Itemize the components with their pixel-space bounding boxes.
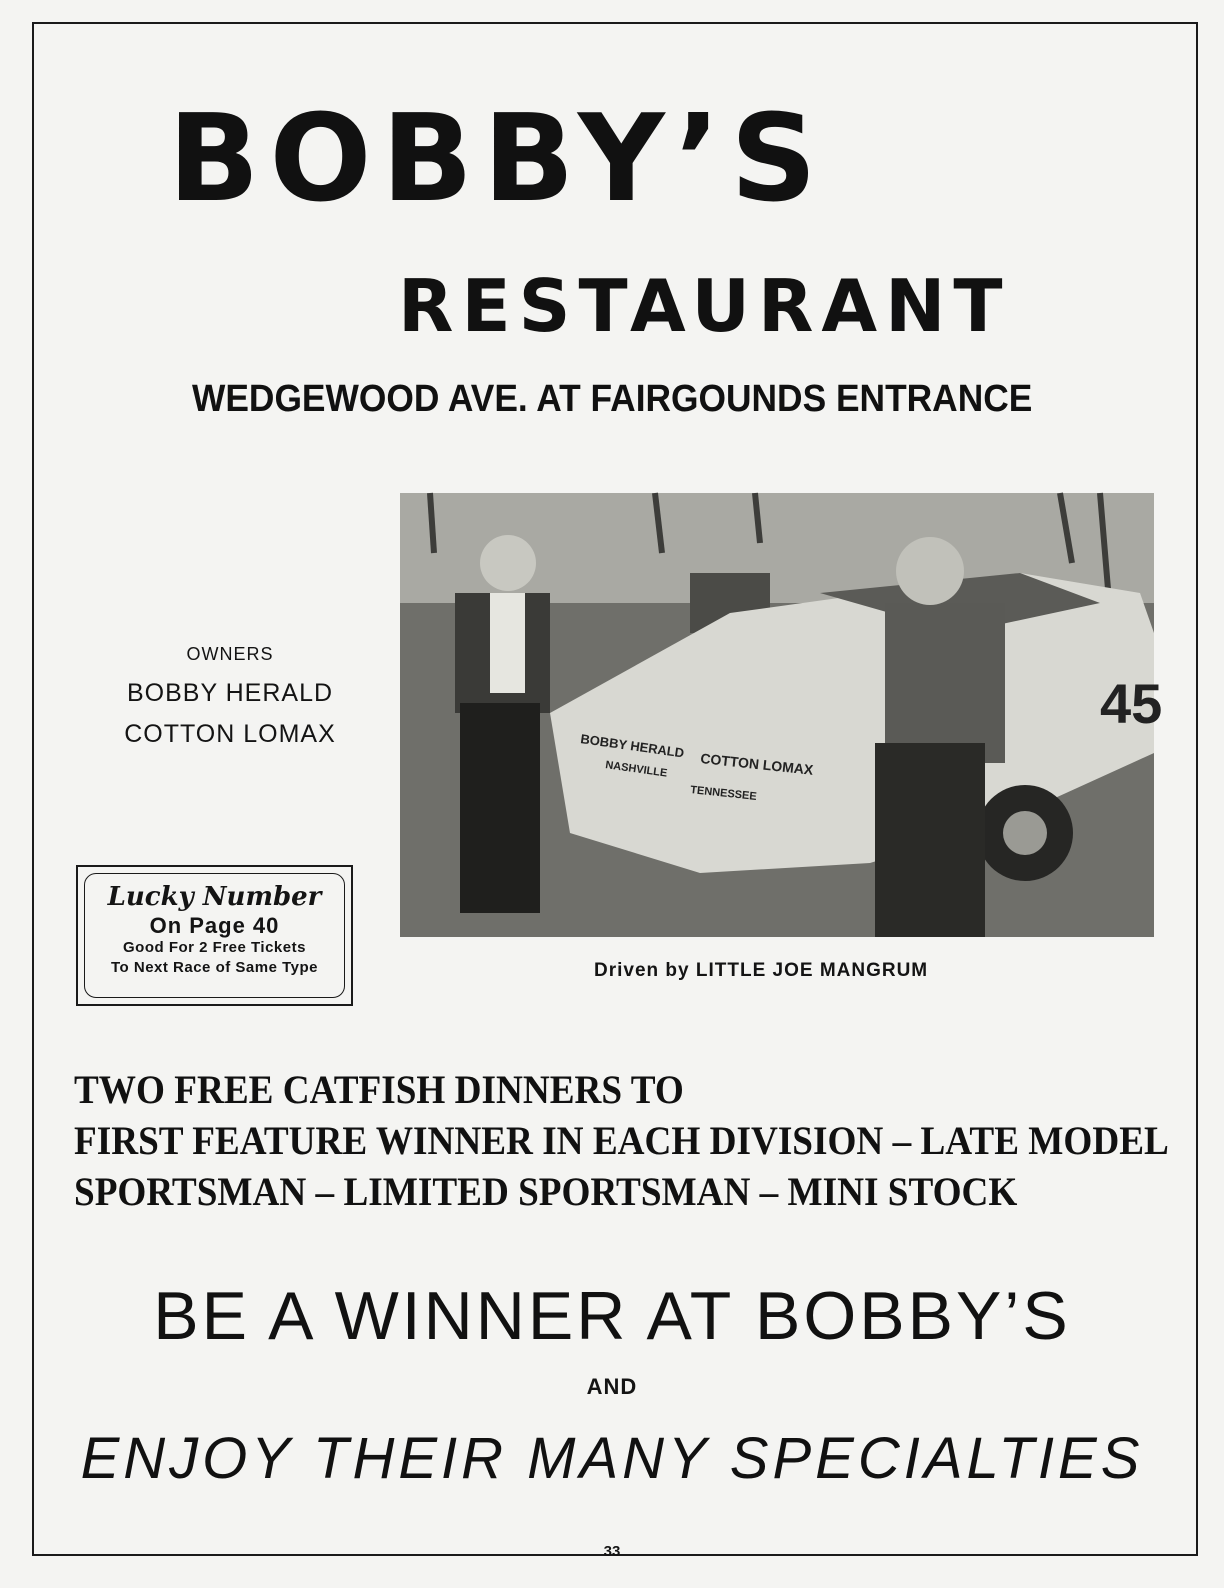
- car-number: 45: [1100, 672, 1163, 735]
- lucky-page: On Page 40: [149, 913, 280, 938]
- ad-subtitle: RESTAURANT: [398, 264, 1011, 348]
- promo-line: SPORTSMAN – LIMITED SPORTSMAN – MINI STOCK: [74, 1169, 1018, 1214]
- car-text: NASHVILLE: [604, 759, 668, 780]
- lucky-line: To Next Race of Same Type: [110, 958, 318, 976]
- owner-name: COTTON LOMAX: [124, 720, 336, 748]
- car-text: COTTON LOMAX: [699, 750, 815, 778]
- ad-title: BOBBY’S: [168, 90, 827, 229]
- slogan-line-1: BE A WINNER AT BOBBY’S: [153, 1278, 1071, 1354]
- slogan-line-2: ENJOY THEIR MANY SPECIALTIES: [80, 1426, 1144, 1491]
- photo-caption: Driven by LITTLE JOE MANGRUM: [594, 960, 929, 981]
- car-text: TENNESSEE: [689, 784, 758, 803]
- promo-line: TWO FREE CATFISH DINNERS TO: [74, 1067, 684, 1112]
- promo-text: [74, 1064, 1169, 1217]
- lucky-number-box: [76, 865, 353, 1006]
- ad-address: WEDGEWOOD AVE. AT FAIRGOUNDS ENTRANCE: [192, 378, 1033, 420]
- owners-heading: OWNERS: [186, 644, 274, 664]
- owner-name: BOBBY HERALD: [126, 679, 334, 707]
- promo-line: FIRST FEATURE WINNER IN EACH DIVISION – LATE MODEL: [74, 1118, 1169, 1163]
- race-car-photo: [400, 493, 1163, 937]
- lucky-line: Good For 2 Free Tickets: [123, 939, 306, 957]
- photo-illustration: [400, 493, 1163, 937]
- slogan-and: AND: [586, 1374, 638, 1399]
- page-number: 33: [603, 1543, 621, 1560]
- lucky-title: Lucky Number: [107, 882, 322, 912]
- lucky-number-inner: [84, 873, 345, 998]
- car-text: BOBBY HERALD: [579, 731, 686, 761]
- owners-block: [110, 645, 350, 763]
